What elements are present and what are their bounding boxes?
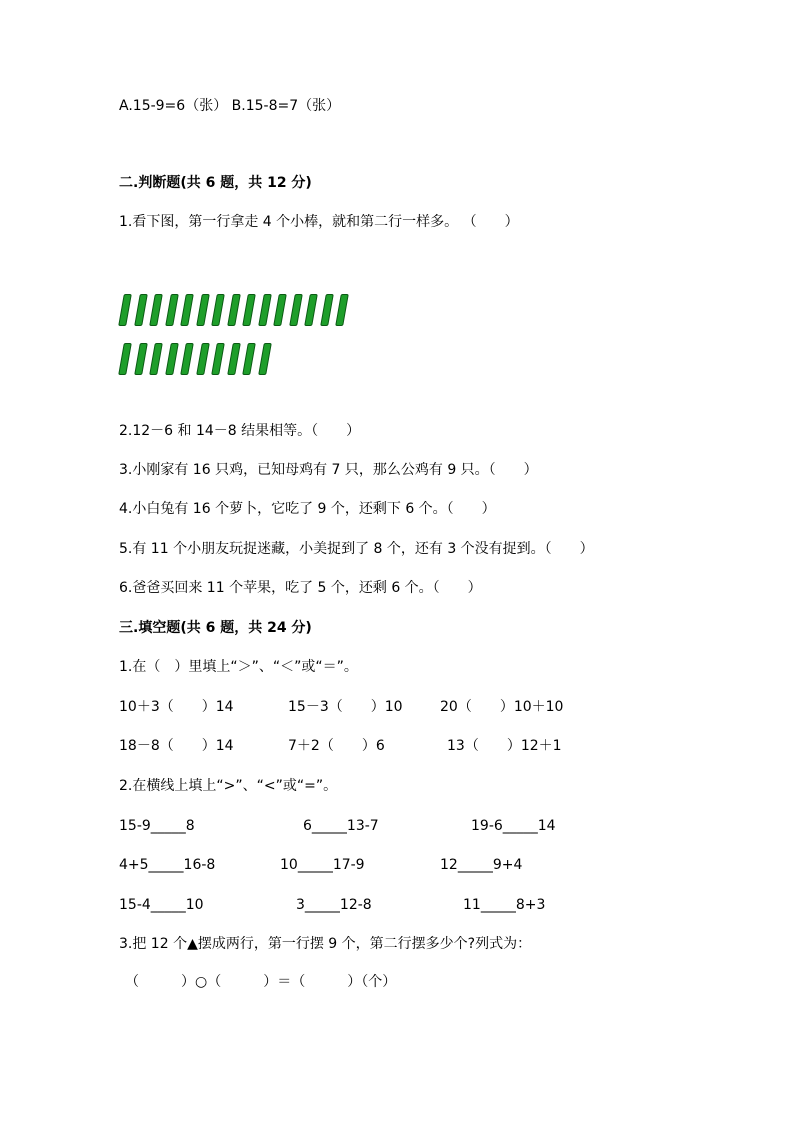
stick-icon [149, 343, 163, 375]
stick-icon [118, 294, 132, 326]
stick-icon [258, 294, 272, 326]
stick-icon [242, 294, 256, 326]
stick-icon [273, 294, 287, 326]
stick-icon [165, 343, 179, 375]
fill-question-3: 3.把 12 个▲摆成两行，第一行摆 9 个，第二行摆多少个?列式为： [119, 936, 532, 952]
section3-title: 三.填空题(共 6 题，共 24 分) [119, 620, 312, 636]
stick-icon [320, 294, 334, 326]
stick-icon [196, 294, 210, 326]
stick-icon [242, 343, 256, 375]
compare-item: 10＋3（ ）14 [119, 699, 234, 715]
stick-icon [258, 343, 272, 375]
section2-title: 二.判断题(共 6 题，共 12 分) [119, 175, 312, 191]
blank-item: 15-4_____10 [119, 897, 204, 913]
stick-icon [211, 294, 225, 326]
stick-icon [134, 343, 148, 375]
blank-item: 19-6_____14 [471, 818, 556, 834]
compare-item: 20（ ）10＋10 [440, 699, 564, 715]
blank-item: 15-9_____8 [119, 818, 195, 834]
stick-icon [180, 343, 194, 375]
stick-icon [134, 294, 148, 326]
stick-icon [304, 294, 318, 326]
stick-icon [196, 343, 210, 375]
judge-question-4: 4.小白兔有 16 个萝卜，它吃了 9 个，还剩下 6 个。（ ） [119, 501, 496, 517]
stick-icon [227, 343, 241, 375]
top-option: A.15-9=6（张） B.15-8=7（张） [119, 98, 341, 114]
compare-item: 13（ ）12＋1 [447, 738, 562, 754]
judge-question-2: 2.12－6 和 14－8 结果相等。（ ） [119, 423, 361, 439]
stick-icon [289, 294, 303, 326]
compare-item: 7＋2（ ）6 [288, 738, 385, 754]
formula-blanks: （ ）○（ ）＝（ ）（个） [125, 974, 397, 990]
fill-question-1: 1.在（ ）里填上“＞”、“＜”或“＝”。 [119, 659, 358, 675]
stick-icon [227, 294, 241, 326]
blank-item: 4+5_____16-8 [119, 857, 216, 873]
compare-item: 15－3（ ）10 [288, 699, 403, 715]
blank-item: 6_____13-7 [303, 818, 379, 834]
stick-icon [211, 343, 225, 375]
stick-icon [118, 343, 132, 375]
stick-icon [335, 294, 349, 326]
stick-icon [149, 294, 163, 326]
blank-item: 11_____8+3 [463, 897, 546, 913]
judge-question-6: 6.爸爸买回来 11 个苹果，吃了 5 个，还剩 6 个。（ ） [119, 580, 482, 596]
judge-question-3: 3.小刚家有 16 只鸡，已知母鸡有 7 只，那么公鸡有 9 只。（ ） [119, 462, 538, 478]
compare-item: 18－8（ ）14 [119, 738, 234, 754]
stick-icon [180, 294, 194, 326]
blank-item: 3_____12-8 [296, 897, 372, 913]
judge-question-5: 5.有 11 个小朋友玩捉迷藏，小美捉到了 8 个，还有 3 个没有捉到。（ ） [119, 541, 594, 557]
fill-question-2: 2.在横线上填上“>”、“<”或“=”。 [119, 778, 338, 794]
blank-item: 10_____17-9 [280, 857, 365, 873]
judge-question-1: 1.看下图，第一行拿走 4 个小棒，就和第二行一样多。 （ ） [119, 214, 519, 230]
stick-icon [165, 294, 179, 326]
blank-item: 12_____9+4 [440, 857, 523, 873]
